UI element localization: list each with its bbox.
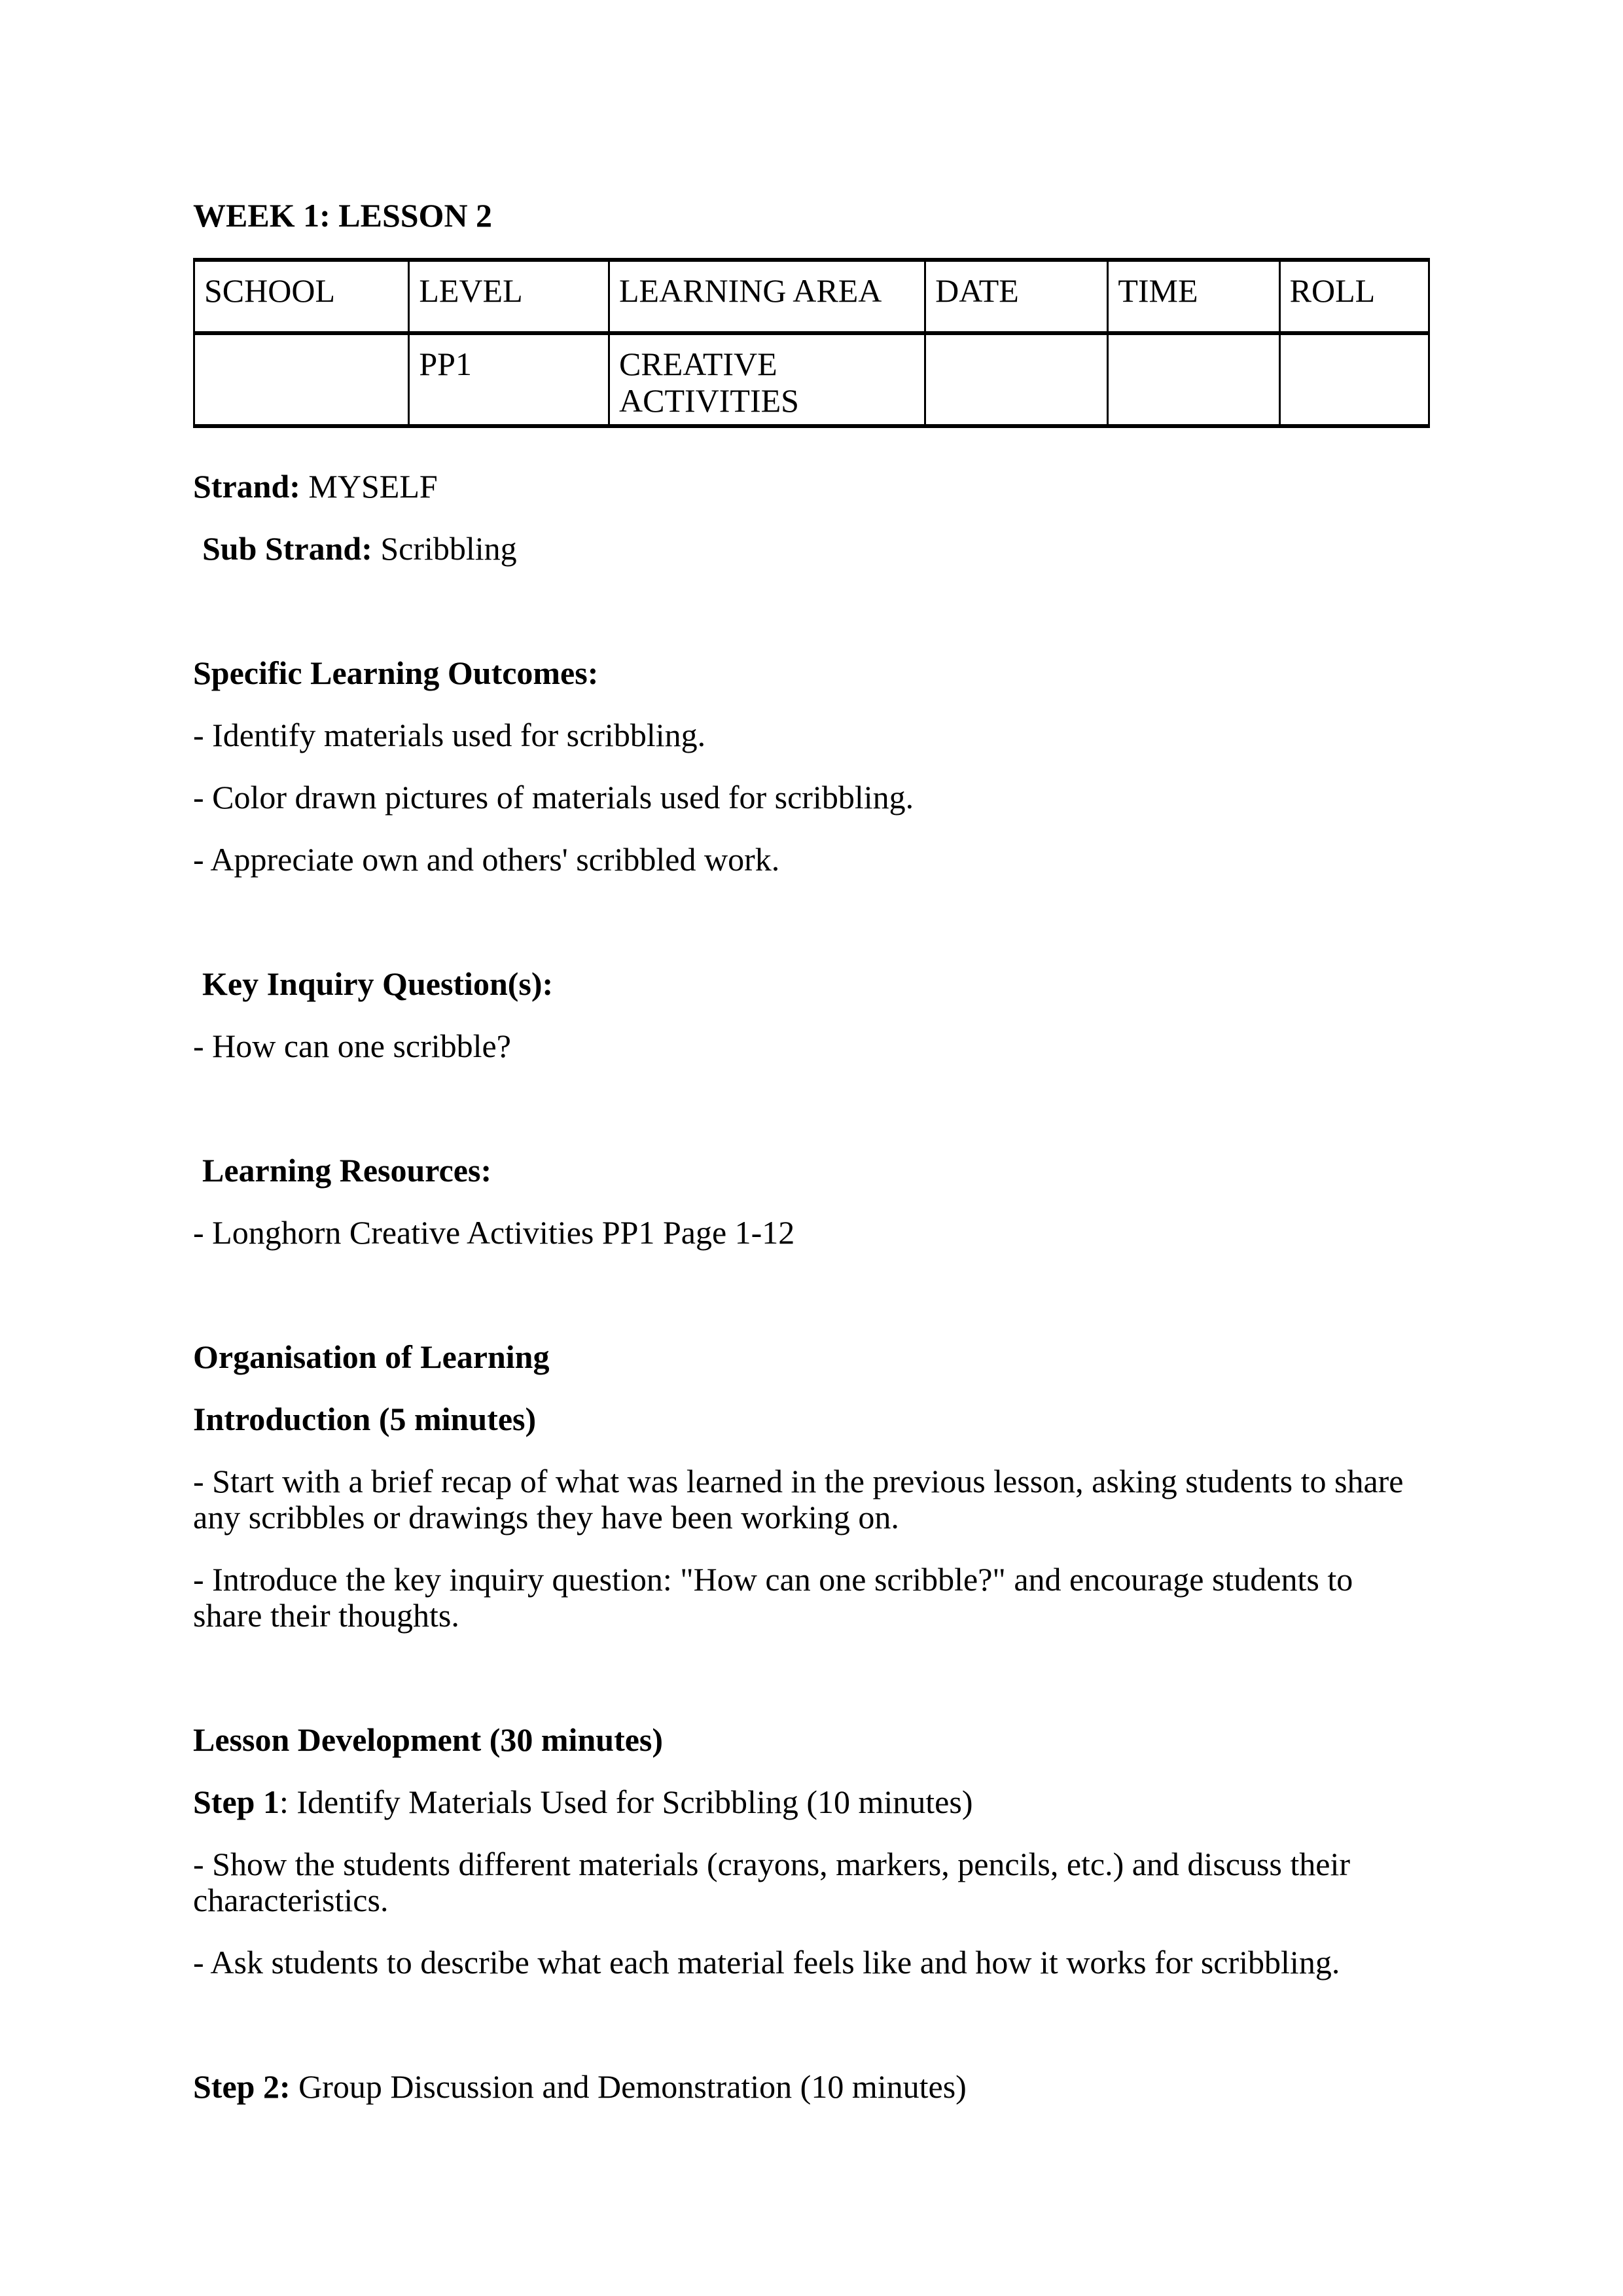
step2-text: Group Discussion and Demonstration (10 minutes) xyxy=(290,2068,967,2105)
resource-item: - Longhorn Creative Activities PP1 Page 1-12 xyxy=(193,1214,795,1251)
header-learning-area: LEARNING AREA xyxy=(609,260,925,333)
outcome-item: - Appreciate own and others' scribbled work. xyxy=(193,841,780,878)
development-item: - Ask students to describe what each material feels like and how it works for scribbling. xyxy=(193,1944,1340,1981)
strand-line xyxy=(193,469,1430,505)
step2-label: Step 2: xyxy=(193,2068,291,2105)
development-heading: Lesson Development (30 minutes) xyxy=(193,1721,664,1758)
strand-label: Strand: xyxy=(193,468,300,505)
development-item: - Show the students different materials (crayons, markers, pencils, etc.) and discuss their characteristics. xyxy=(193,1846,1351,1918)
sub-strand-value: Scribbling xyxy=(372,530,517,567)
cell-learning-area: CREATIVE ACTIVITIES xyxy=(609,333,925,426)
outcome-item: - Identify materials used for scribbling. xyxy=(193,717,706,753)
header-school: SCHOOL xyxy=(194,260,409,333)
sub-strand-label: Sub Strand: xyxy=(202,530,372,567)
key-inquiry-item: - How can one scribble? xyxy=(193,1028,511,1064)
cell-roll xyxy=(1279,333,1429,426)
cell-date xyxy=(925,333,1108,426)
key-inquiry-heading: Key Inquiry Question(s): xyxy=(202,965,554,1002)
page-title: WEEK 1: LESSON 2 xyxy=(193,197,493,234)
outcomes-heading: Specific Learning Outcomes: xyxy=(193,655,599,691)
introduction-heading: Introduction (5 minutes) xyxy=(193,1401,537,1437)
outcome-item: - Color drawn pictures of materials used for scribbling. xyxy=(193,779,914,816)
organisation-heading: Organisation of Learning xyxy=(193,1338,550,1375)
cell-school xyxy=(194,333,409,426)
header-time: TIME xyxy=(1108,260,1279,333)
resources-heading: Learning Resources: xyxy=(202,1152,492,1189)
header-roll: ROLL xyxy=(1279,260,1429,333)
header-date: DATE xyxy=(925,260,1108,333)
header-level: LEVEL xyxy=(409,260,609,333)
step2-line xyxy=(193,2069,1430,2105)
info-table xyxy=(193,258,1430,428)
info-table-data-row xyxy=(194,333,1429,426)
info-table-header-row xyxy=(194,260,1429,333)
step1-label: Step 1 xyxy=(193,1784,279,1820)
sub-strand-line xyxy=(193,531,1430,567)
step1-text: : Identify Materials Used for Scribbling (10 minutes) xyxy=(279,1784,973,1820)
cell-level: PP1 xyxy=(409,333,609,426)
step1-line xyxy=(193,1784,1430,1820)
strand-value: MYSELF xyxy=(300,468,438,505)
introduction-item: - Start with a brief recap of what was learned in the previous lesson, asking students to share any scribbles or drawings they have been working on. xyxy=(193,1463,1404,1535)
introduction-item: - Introduce the key inquiry question: "How can one scribble?" and encourage students to share their thoughts. xyxy=(193,1561,1353,1634)
cell-time xyxy=(1108,333,1279,426)
